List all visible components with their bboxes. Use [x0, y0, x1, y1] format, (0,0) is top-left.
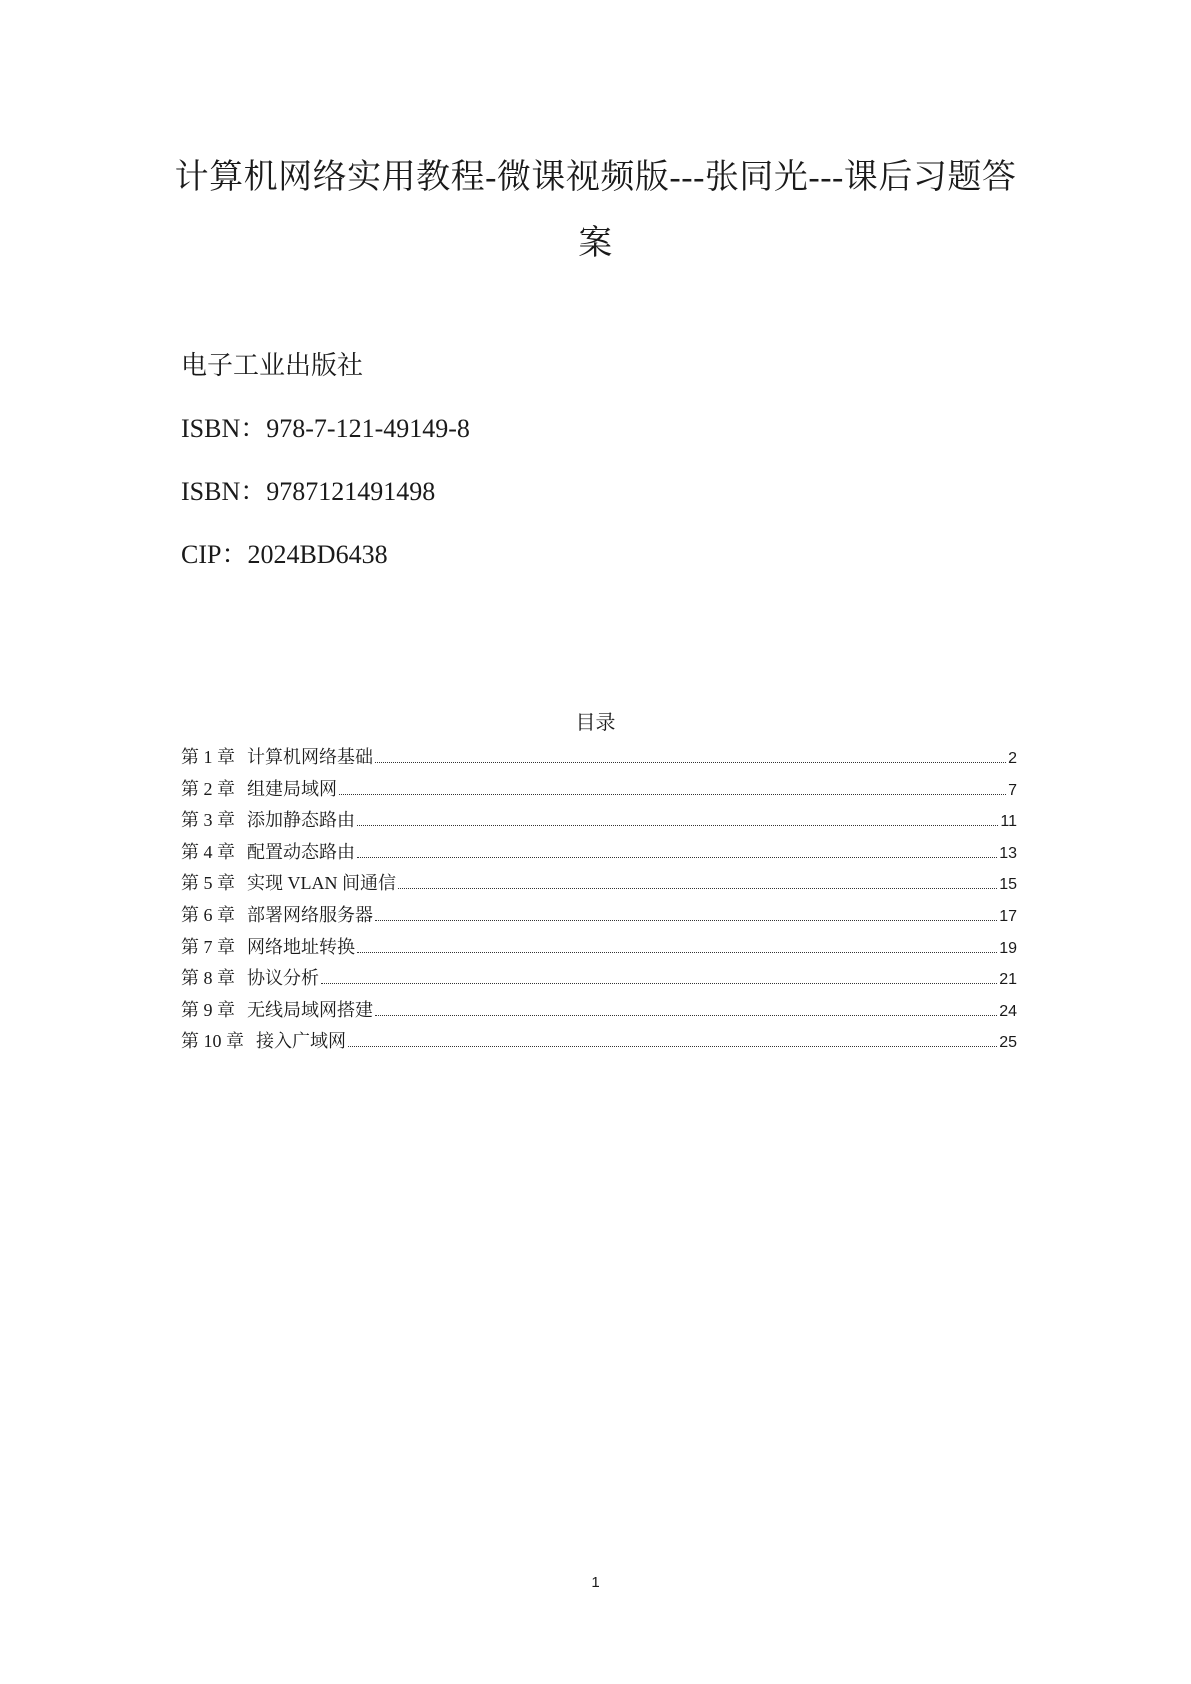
isbn-plain-value: 9787121491498: [266, 477, 436, 506]
toc-chapter-number: 第 7 章: [181, 936, 235, 957]
toc-page-number: 7: [1008, 781, 1017, 799]
toc-dot-leader: [357, 825, 998, 826]
toc-dot-leader: [375, 920, 997, 921]
book-info: [181, 346, 470, 598]
toc-chapter-number: 第 9 章: [181, 999, 235, 1020]
document-title: 计算机网络实用教程-微课视频版---张同光---课后习题答案: [174, 159, 1017, 262]
isbn-plain: [181, 472, 470, 535]
toc-chapter-number: 第 3 章: [181, 810, 235, 831]
toc-chapter-number: 第 2 章: [181, 778, 235, 799]
toc-entry[interactable]: [181, 805, 1017, 837]
toc-dot-leader: [398, 888, 997, 889]
toc-entry[interactable]: [181, 995, 1017, 1027]
toc-chapter-number: 第 5 章: [181, 873, 235, 894]
isbn-value: 978-7-121-49149-8: [266, 414, 470, 443]
toc-dot-leader: [357, 952, 997, 953]
toc-chapter-number: 第 1 章: [181, 747, 235, 767]
toc-page-number: 21: [999, 971, 1017, 989]
toc-chapter-number: 第 4 章: [181, 841, 235, 862]
toc-chapter-number: 第 6 章: [181, 904, 235, 925]
toc-dot-leader: [321, 983, 997, 984]
toc-page-number: 15: [999, 876, 1017, 894]
toc-dot-leader: [375, 762, 1006, 763]
cip-value: 2024BD6438: [247, 540, 388, 569]
toc-entry[interactable]: [181, 900, 1017, 932]
toc-entry[interactable]: [181, 868, 1017, 900]
toc-chapter-heading: 计算机网络基础: [247, 747, 373, 767]
toc-chapter-heading: 无线局域网搭建: [247, 999, 373, 1020]
toc-chapter-heading: 接入广域网: [256, 1031, 346, 1052]
toc-entry[interactable]: [181, 963, 1017, 995]
publisher: 电子工业出版社: [181, 351, 364, 380]
toc-dot-leader: [348, 1046, 997, 1047]
toc-page-number: 2: [1008, 750, 1017, 767]
toc-dot-leader: [375, 1015, 997, 1016]
toc-chapter-heading: 网络地址转换: [247, 936, 355, 957]
toc-entry[interactable]: [181, 1026, 1017, 1058]
toc-chapter-number: 第 8 章: [181, 968, 235, 989]
toc-chapter-heading: 配置动态路由: [247, 841, 355, 862]
toc-page-number: 11: [1000, 813, 1017, 831]
isbn-label: ISBN：: [181, 477, 267, 506]
toc-dot-leader: [339, 794, 1006, 795]
toc-chapter-heading: 组建局域网: [247, 778, 337, 799]
toc-dot-leader: [357, 857, 997, 858]
toc-chapter-heading: 添加静态路由: [247, 810, 355, 831]
toc-page-number: 19: [999, 939, 1017, 957]
toc-page-number: 24: [999, 1002, 1017, 1020]
cip-label: CIP：: [181, 540, 248, 569]
toc-entry[interactable]: [181, 742, 1017, 774]
isbn-hyphenated: [181, 409, 470, 472]
isbn-label: ISBN：: [181, 414, 267, 443]
toc-page-number: 13: [999, 844, 1017, 862]
cip-number: [181, 535, 470, 598]
toc-chapter-number: 第 10 章: [181, 1031, 244, 1052]
toc-page-number: 25: [999, 1034, 1017, 1052]
toc-entry[interactable]: [181, 932, 1017, 964]
toc-chapter-heading: 部署网络服务器: [247, 904, 373, 925]
toc-chapter-heading: 实现 VLAN 间通信: [247, 873, 396, 894]
toc-entry[interactable]: [181, 774, 1017, 806]
toc-entry[interactable]: [181, 837, 1017, 869]
toc-page-number: 17: [999, 907, 1017, 925]
toc-title: 目录: [575, 712, 616, 734]
page-number: 1: [591, 1574, 600, 1591]
toc-chapter-heading: 协议分析: [247, 968, 319, 989]
table-of-contents: [181, 742, 1017, 1058]
